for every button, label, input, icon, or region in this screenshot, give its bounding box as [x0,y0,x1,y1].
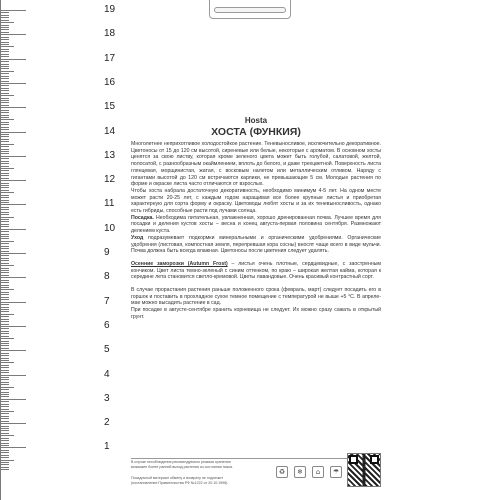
ruler-tick [0,64,9,65]
ruler-tick [0,302,26,303]
ruler-tick [0,119,14,120]
ruler-tick [0,331,9,332]
paragraph-autumn-planting: При посадке в августе-сентябре хранить корневища не следует. Их можно сразу сажать в открытый грунт. [131,307,381,320]
ruler-tick [0,124,9,125]
ruler-number: 7 [104,295,110,307]
ruler-tick [0,44,9,45]
ruler-tick [0,311,9,312]
ruler-tick [0,275,9,276]
ruler-tick [0,394,9,395]
ruler-tick [0,190,9,191]
paragraph-growth: Чтобы хоста набрала достаточную декоративность, необходимо минимум 4-5 лет. На одном месте может расти 20-25 лет, с каждым годом наращивая все более крупные листья и приобретая характерную для сорта форму и окраску. Цветоводы любят хосты и за их теневыносливость, однако есть гибриды, способные расти под лучами солнца. [131,187,381,215]
ruler-tick [0,81,9,82]
ruler-tick [0,90,9,91]
ruler-tick [0,464,9,465]
ruler-tick [0,217,14,218]
ruler-tick [0,328,9,329]
ruler-tick [0,367,9,368]
ruler-tick [0,309,9,310]
ruler-tick [0,209,9,210]
ruler-tick [0,56,9,57]
ruler-tick [0,17,9,18]
ruler-tick [0,430,9,431]
ruler-tick [0,435,14,436]
ruler-tick [0,141,9,142]
ruler-tick [0,246,9,247]
ruler-tick [0,85,9,86]
ruler-tick [0,122,9,123]
ruler-tick [0,112,9,113]
ruler-tick [0,360,9,361]
ruler-tick [0,304,9,305]
ruler-tick [0,25,9,26]
ruler [0,0,92,500]
description-block [131,116,381,321]
ruler-tick [0,173,9,174]
ruler-tick [0,183,9,184]
ruler-tick [0,418,9,419]
ruler-tick [0,258,9,259]
latin-name: Hosta [244,116,268,125]
ruler-tick [0,204,26,205]
ruler-tick [0,197,9,198]
ruler-tick [0,375,26,376]
ruler-tick [0,59,26,60]
ruler-number: 15 [104,101,116,113]
ruler-tick [0,421,9,422]
ruler-tick [0,445,9,446]
ruler-tick [0,294,9,295]
ruler-tick [0,353,9,354]
ruler-tick [0,411,14,412]
ruler-tick [0,105,9,106]
ruler-tick [0,263,9,264]
ruler-tick [0,180,26,181]
ruler-tick [0,377,9,378]
ruler-tick [0,253,26,254]
ruler-tick [0,409,9,410]
ruler-tick [0,319,9,320]
ruler-tick [0,93,9,94]
ruler-tick [0,450,9,451]
ruler-tick [0,265,14,266]
ruler-tick [0,219,9,220]
ruler-number: 10 [104,222,116,234]
ruler-tick [0,260,9,261]
ruler-tick [0,350,26,351]
ruler-tick [0,447,26,448]
ruler-tick [0,231,9,232]
ruler-number: 16 [104,76,116,88]
paragraph-planting [131,215,381,235]
ruler-tick [0,248,9,249]
ruler-tick [0,268,9,269]
ruler-tick [0,175,9,176]
ruler-tick [0,428,9,429]
ruler-tick [0,185,9,186]
ruler-tick [0,22,14,23]
ruler-tick [0,61,9,62]
ruler-tick [0,316,9,317]
paragraph-care [131,235,381,255]
ruler-number: 14 [104,125,116,137]
ruler-tick [0,136,9,137]
ruler-tick [0,212,9,213]
hang-slot [214,7,286,13]
ruler-tick [0,443,9,444]
ruler-tick [0,370,9,371]
ruler-tick [0,161,9,162]
ruler-tick [0,166,9,167]
care-text: подразумевает подкормки минеральными и органическими удобрениями. Органические удобрения (листовая, компостная земля, перепревшая кора сосны) вносят чаще всего в виде мульчи. Почва должна быть всегда влажная. Цветоносы после цветения следует удалять. [131,234,381,255]
ruler-tick [0,39,9,40]
ruler-tick [0,277,26,278]
ruler-tick [0,73,9,74]
ruler-number: 8 [104,271,110,283]
planting-label: Посадка. [131,214,154,221]
ruler-tick [0,469,9,470]
ruler-tick [0,34,26,35]
store-icon: ⌂ [312,466,324,478]
ruler-tick [0,285,9,286]
return-policy-note: Посадочный материал обмену и возврату не подлежит (постановление Правительства РФ №1222 от 20.10.1998). [131,476,229,485]
ruler-number: 6 [104,319,110,331]
ruler-tick [0,289,14,290]
ruler-tick [0,297,9,298]
ruler-tick [0,345,9,346]
ruler-tick [0,42,9,43]
paragraph-early-sprouting: В случае прорастания растения раньше положенного срока (февраль, март) следует посадить его в горшок и поставить в прохладное сухое темное помещение с температурой не выше +5 °С. В апреле-мае можно высадить растение в сад. [131,287,381,307]
ruler-tick [0,406,9,407]
ruler-tick [0,156,26,157]
ruler-tick [0,401,9,402]
ruler-tick [0,195,9,196]
recycle-icon: ♻ [276,466,288,478]
qr-code [347,453,381,487]
ruler-tick [0,379,9,380]
ruler-number: 19 [104,4,116,15]
ruler-number: 4 [104,368,110,380]
ruler-tick [0,149,9,150]
ruler-tick [0,292,9,293]
ruler-tick [0,455,9,456]
variety-label: Осенние заморозки (Autumn Frost) [131,260,228,267]
ruler-tick [0,348,9,349]
ruler-tick [0,29,9,30]
ruler-tick [0,362,14,363]
ruler-number: 11 [104,198,115,210]
ruler-tick [0,83,26,84]
ruler-tick [0,270,9,271]
ruler-tick [0,15,9,16]
ruler-number: 13 [104,149,116,161]
ruler-tick [0,49,9,50]
ruler-tick [0,396,9,397]
ruler-tick [0,32,9,33]
ruler-tick [0,151,9,152]
ruler-tick [0,115,9,116]
ruler-tick [0,134,9,135]
ruler-tick [0,214,9,215]
ruler-tick [0,146,9,147]
ruler-tick [0,462,9,463]
ruler-tick [0,207,9,208]
ruler-tick [0,392,9,393]
ruler-tick [0,202,9,203]
ruler-tick [0,46,14,47]
ruler-tick [0,163,9,164]
ruler-tick [0,95,14,96]
ruler-tick [0,170,9,171]
ruler-tick [0,338,14,339]
ruler-tick [0,187,9,188]
ruler-tick [0,404,9,405]
ruler-tick [0,221,9,222]
footer-divider [131,458,381,459]
ruler-tick [0,20,9,21]
ruler-tick [0,426,9,427]
ruler-tick [0,12,9,13]
ruler-tick [0,460,14,461]
ruler-tick [0,336,9,337]
ruler-tick [0,51,9,52]
ruler-tick [0,153,9,154]
ruler-tick [0,192,14,193]
ruler-tick [0,413,9,414]
ruler-tick [0,399,26,400]
ruler-tick [0,68,9,69]
ruler-tick [0,10,26,11]
ruler-tick [0,127,9,128]
ruler-tick [0,307,9,308]
footer-icons [276,466,342,478]
ruler-number: 17 [104,52,116,64]
temperature-icon: ❄ [294,466,306,478]
ruler-tick [0,117,9,118]
ruler-tick [0,440,9,441]
ruler-number: 9 [104,247,110,258]
ruler-tick [0,287,9,288]
ruler-tick [0,280,9,281]
humidity-icon: ☂ [330,466,342,478]
ruler-tick [0,132,26,133]
ruler-tick [0,37,9,38]
ruler-tick [0,98,9,99]
ruler-tick [0,384,9,385]
ruler-tick [0,178,9,179]
ruler-tick [0,251,9,252]
ruler-tick [0,324,9,325]
ruler-tick [0,236,9,237]
ruler-tick [0,341,9,342]
ruler-tick [0,66,9,67]
ruler-number: 5 [104,344,110,356]
ruler-tick [0,326,26,327]
ruler-tick [0,321,9,322]
planting-text: Необходима питательная, увлажненная, хорошо дренированная почва. Лучшее время для посадки и деления кустов хосты – весна и конец августа-первая половина сентября. Размножают делением куста. [131,214,381,235]
ruler-tick [0,224,9,225]
ruler-number: 3 [104,392,110,404]
ruler-tick [0,365,9,366]
care-label: Уход [131,234,144,241]
ruler-number: 12 [104,174,116,186]
ruler-tick [0,355,9,356]
ruler-tick [0,358,9,359]
ruler-tick [0,467,9,468]
ruler-tick [0,200,9,201]
ruler-tick [0,158,9,159]
ruler-tick [0,102,9,103]
ruler-tick [0,457,9,458]
ruler-tick [0,272,9,273]
ruler-tick [0,144,14,145]
ruler-tick [0,76,9,77]
ruler-tick [0,110,9,111]
ruler-tick [0,372,9,373]
ruler-tick [0,100,9,101]
paragraph-description: Многолетнее неприхотливое холодостойкое растение. Теневыносливое, исключительно декоративное. Цветоносы от 15 до 120 см высотой, сиреневые или белые, некоторые с ароматом. В основном хосты ценятся за свою листву, которая кроме зеленого цвета может быть голубой, салатовой, желтой, полосатой, с разнообразным окаймлением, вплоть до белого, и даже трехцветной. Поверхность листа глянцевая, морщинистая, жатая, с восковым налетом или металлическим отливом. Наряду с гигантами высотой до 120 см встречаются карлики, не превышающие 5 см. Молодые растения по форме и окраске листа часто отличаются от взрослых. [131,141,381,188]
ruler-number: 18 [104,28,116,40]
ruler-tick [0,139,9,140]
ruler-tick [0,438,9,439]
ruler-tick [0,168,14,169]
ruler-tick [0,282,9,283]
ruler-tick [0,129,9,130]
ruler-tick [0,78,9,79]
ruler-tick [0,343,9,344]
ruler-tick [0,241,14,242]
ruler-tick [0,314,14,315]
ruler-tick [0,27,9,28]
ruler-tick [0,238,9,239]
ruler-tick [0,387,14,388]
ruler-tick [0,234,9,235]
product-title: ХОСТА (ФУНКИЯ) [211,126,301,138]
ruler-tick [0,452,9,453]
ruler-tick [0,333,9,334]
variety-text: – листья очень плотные, сердцевидные, с заостренным кончиком. Цвет листа темно-зеленый с синим оттенком, по краю – широкая желтая кайма, которая к середине лета становится светло-кремовой. Цветы лавандовые. Очень красивый контрастный сорт. [131,260,381,281]
paragraph-variety [131,261,381,281]
ruler-tick [0,88,9,89]
ruler-number: 1 [104,441,110,453]
ruler-tick [0,389,9,390]
ruler-tick [0,255,9,256]
ruler-tick [0,54,9,55]
ruler-tick [0,226,9,227]
ruler-tick [0,299,9,300]
ruler-tick [0,423,26,424]
ruler-tick [0,416,9,417]
ruler-tick [0,229,26,230]
ruler-tick [0,382,9,383]
ruler-number: 2 [104,417,110,429]
ruler-tick [0,433,9,434]
storage-note: В случае несоблюдения рекомендуемого режима хранения возможен более ранний выход растения из состояния покоя. [131,460,234,469]
ruler-tick [0,107,26,108]
ruler-tick [0,243,9,244]
ruler-tick [0,71,14,72]
